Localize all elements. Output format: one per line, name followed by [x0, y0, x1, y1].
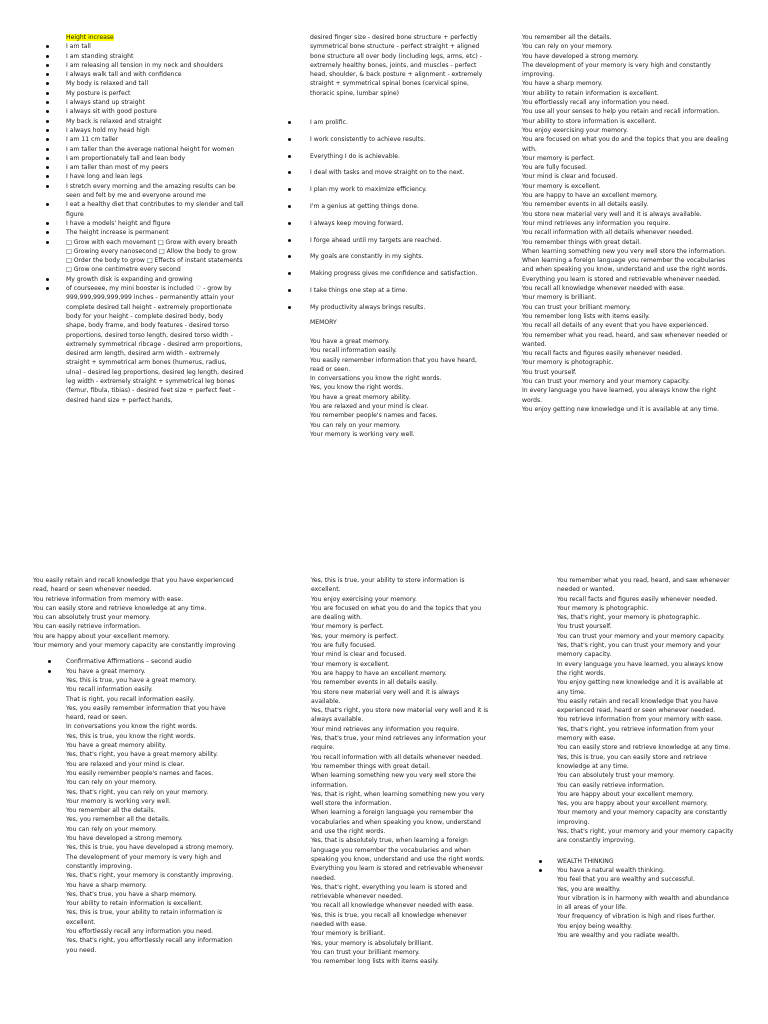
text-line: Your memory is working very well.	[310, 430, 415, 438]
list-item: You have a natural wealth thinking.	[557, 866, 735, 875]
text-line: Yes, that's right, you retrieve information from your memory with ease.	[557, 725, 714, 743]
text-line: When learning a foreign language you remember the vocabularies and when speaking you know, understand and use the right words.	[311, 809, 481, 836]
text-line: Yes, that's right, you can rely on your memory.	[66, 788, 209, 796]
text-line: You are fully focused.	[311, 642, 376, 650]
text-line: Yes, this is true, your ability to retain information is excellent.	[66, 909, 222, 926]
text-line: You are wealthy and you radiate wealth.	[557, 931, 680, 939]
text-line: You have a great memory ability.	[66, 742, 167, 750]
section-heading-height-increase	[66, 33, 244, 42]
text-line: You effortlessly recall any information you need.	[522, 99, 670, 107]
text-line: You remember what you read, heard, and saw whenever needed or wanted.	[557, 577, 730, 594]
text-line: You are focused on what you do and the topics that you are dealing with.	[311, 604, 482, 622]
text-line: You can trust your brilliant memory.	[522, 303, 631, 311]
list-item: My growth disk is expanding and growing	[66, 275, 244, 284]
text-line: In every language you have learned, you always know the right words.	[557, 660, 724, 677]
list-item: I take things one step at a time.	[310, 286, 488, 295]
text-line: Yes, that's right, you can trust your memory and your memory capacity.	[557, 642, 721, 659]
text-line: The development of your memory is very high and constantly improving.	[66, 853, 222, 870]
text-line: You enjoy getting new knowledge und it is available at any time.	[522, 405, 719, 413]
list-item: I am standing straight	[66, 52, 244, 61]
text-line: Yes, this is true, your ability to store information is excellent.	[311, 577, 465, 594]
text-line: You easily retain and recall knowledge that you have experienced read, heard or seen whenever needed.	[33, 577, 234, 594]
text-line: You recall all knowledge whenever needed with ease.	[311, 902, 474, 910]
text-line: Yes, your memory is perfect.	[311, 632, 399, 640]
page2-column-1	[33, 576, 243, 955]
text-line: Your memory and your memory capacity are constantly improving.	[557, 809, 728, 826]
text-line: You enjoy getting new knowledge and it is available at any time.	[557, 679, 724, 696]
text-line: You trust yourself.	[522, 368, 577, 376]
text-line: You have developed a strong memory.	[522, 52, 639, 60]
text-line: Yes, you remember all the details.	[66, 816, 170, 824]
text-line: Yes, that's right, you store new material very well and it is always available.	[311, 707, 489, 724]
list-item: I always keep moving forward.	[310, 219, 488, 228]
list-item: I always stand up straight	[66, 98, 244, 107]
memory-lines	[33, 576, 243, 650]
text-line: When learning something new you very well store the information.	[522, 247, 726, 255]
text-line: You have a great memory.	[310, 337, 390, 345]
text-line: Your ability to retain information is excellent.	[522, 89, 659, 97]
text-line: You can rely on your memory.	[310, 421, 401, 429]
text-line: Yes, that's right, your memory is photographic.	[557, 614, 701, 622]
text-line: You can easily store and retrieve knowledge at any time.	[33, 604, 207, 612]
list-item: I stretch every morning and the amazing results can be seen and felt by me and everyone around me	[66, 182, 244, 201]
text-line: Your memory is excellent.	[311, 660, 390, 668]
text-line: In every language you have learned, you always know the right words.	[522, 387, 717, 404]
text-line: Your vibration is in harmony with wealth and abundance in all areas of your life.	[557, 894, 729, 912]
text-line: The development of your memory is very high and constantly improving.	[522, 61, 711, 79]
text-line: You remember things with great detail.	[311, 762, 431, 770]
text-line: Yes, that is absolutely true, when learning a foreign language you remember the vocabularies and when speaking you know, understand and use the right words.	[311, 837, 485, 863]
text-line: You retrieve information from memory with ease.	[33, 595, 184, 603]
text-line: Your memory is working very well.	[66, 797, 171, 805]
bullet-list	[66, 42, 244, 405]
list-item: I am 11 cm taller	[66, 135, 244, 144]
list-item: I always walk tall and with confidence	[66, 70, 244, 79]
text-line: You store new material very well and it is always available.	[311, 688, 460, 705]
text-line: You recall facts and figures easily whenever needed.	[557, 595, 718, 603]
text-line: You are focused on what you do and the topics that you are dealing with.	[522, 136, 729, 153]
text-line: You are happy to have an excellent memory.	[522, 192, 658, 200]
text-line: You have developed a strong memory.	[66, 835, 183, 843]
text-line: Yes, that's true, you have a sharp memory.	[66, 890, 197, 898]
text-line: Yes, that's true, your mind retrieves any information your require.	[311, 735, 487, 752]
text-line: You enjoy exercising your memory.	[311, 595, 417, 603]
text-line: Yes, this is true, you know the right words.	[66, 732, 196, 740]
text-line: You recall facts and figures easily whenever needed.	[522, 350, 683, 358]
bullet-list	[310, 118, 488, 312]
page2-column-2	[311, 576, 489, 966]
list-item: I am tall	[66, 42, 244, 51]
text-line: Yes, that's right, your memory is constantly improving.	[66, 872, 234, 880]
text-line: You are relaxed and your mind is clear.	[66, 760, 185, 768]
text-line: You remember events in all details easily.	[311, 679, 438, 687]
text-line: Your mind retrieves any information you require.	[311, 725, 460, 733]
text-line: You recall information with all details whenever needed.	[522, 229, 694, 237]
text-line: Your memory is perfect.	[522, 154, 595, 162]
list-item: My productivity always brings results.	[310, 303, 488, 312]
text-line: You remember things with great detail.	[522, 238, 642, 246]
page1-column-1	[66, 33, 244, 405]
text-line: Yes, that's right, everything you learn is stored and retrievable whenever needed.	[311, 883, 467, 901]
text-line: Yes, that's right, you have a great memory ability.	[66, 751, 218, 759]
list-item: My goals are constantly in my sights.	[310, 252, 488, 261]
list-item: I am releasing all tension in my neck and shoulders	[66, 61, 244, 70]
list-item: I eat a healthy diet that contributes to my slender and tall figure	[66, 201, 244, 218]
text-line: Yes, that's right, your memory and your memory capacity are constantly improving.	[557, 828, 734, 845]
text-line: Your memory and your memory capacity are constantly improving	[33, 642, 236, 650]
text-line: You can easily retrieve information.	[557, 781, 665, 789]
text-line: Yes, you are wealthy.	[557, 885, 621, 893]
text-line: You can trust your memory and your memory capacity.	[522, 377, 690, 385]
list-item: I always sit with good posture	[66, 107, 244, 116]
text-line: You are happy to have an excellent memory.	[311, 669, 447, 677]
text-line: You can rely on your memory.	[66, 825, 157, 833]
text-line: In conversations you know the right words.	[310, 375, 442, 383]
list-item: I have a models' height and figure	[66, 219, 244, 228]
text-line: You recall all details of any event that you have experienced.	[522, 322, 709, 330]
text-line: You remember all the details.	[66, 807, 156, 815]
text-line: You enjoy exercising your memory.	[522, 126, 628, 134]
highlighted-heading: Height increase	[66, 34, 114, 41]
text-line: You are happy about your excellent memory.	[557, 790, 694, 798]
memory-lines	[522, 33, 735, 414]
memory-lines-continued	[33, 676, 243, 955]
text-line: Your ability to retain information is excellent.	[66, 900, 203, 908]
text-line: You easily remember people's names and faces.	[66, 769, 214, 777]
list-item: I always hold my head high	[66, 126, 244, 135]
page1-column-3	[522, 33, 735, 414]
list-item: My back is relaxed and straight	[66, 117, 244, 126]
list-item: You have a great memory.	[66, 667, 243, 676]
text-line: Your ability to store information is excellent.	[522, 117, 657, 125]
text-line: You remember all the details.	[522, 34, 612, 41]
text-line: You remember events in all details easily.	[522, 201, 649, 209]
text-line: Your memory is photographic.	[557, 604, 649, 612]
list-item: I'm a genius at getting things done.	[310, 202, 488, 211]
text-line: You remember what you read, heard, and saw whenever needed or wanted.	[522, 331, 728, 348]
text-line: You are relaxed and your mind is clear.	[310, 403, 429, 411]
text-line: You retrieve information from your memory with ease.	[557, 716, 723, 724]
text-line: You feel that you are wealthy and successful.	[557, 876, 695, 884]
list-item: I have long and lean legs	[66, 172, 244, 181]
text-line: You recall information easily.	[310, 347, 397, 355]
text-line: Yes, you easily remember information that you have heard, read or seen.	[66, 704, 226, 722]
list-item: I work consistently to achieve results.	[310, 135, 488, 144]
text-line: Yes, this is true, you have a great memory.	[66, 676, 197, 684]
text-line: Yes, your memory is absolutely brilliant.	[311, 939, 434, 947]
text-line: You can absolutely trust your memory.	[557, 772, 675, 780]
document-page-2	[0, 512, 768, 1024]
text-line: You are fully focused.	[522, 164, 587, 172]
list-item: The height increase is permanent	[66, 228, 244, 237]
text-line: You trust yourself.	[557, 623, 612, 631]
list-item: Everything I do is achievable.	[310, 152, 488, 161]
text-line: You recall all knowledge whenever needed with ease.	[522, 285, 685, 293]
text-line: You have a sharp memory.	[522, 80, 603, 88]
section-heading-memory: MEMORY	[310, 318, 337, 326]
text-line: You remember long lists with items easily.	[311, 958, 439, 966]
text-line: Yes, this is true, you have developed a strong memory.	[66, 844, 234, 852]
text-line: You are happy about your excellent memory.	[33, 632, 170, 640]
list-item: My posture is perfect	[66, 89, 244, 98]
text-line: Yes, that is right, when learning something new you very well store the information.	[311, 790, 485, 808]
text-line: Your mind is clear and focused.	[311, 651, 407, 659]
list-item: Confirmative Affirmations – second audio	[66, 657, 243, 666]
memory-lines	[310, 337, 488, 439]
list-item: I am taller than most of my peers	[66, 163, 244, 172]
memory-lines	[557, 576, 735, 846]
text-line: In conversations you know the right words.	[66, 723, 198, 731]
text-line: Your mind retrieves any information you require.	[522, 219, 671, 227]
list-item: □ Grow with each movement □ Grow with every breath □ Growing every nanosecond □ Allow the body to grow □ Order the body to grow □ Effects of instant statements □ Grow one centimetre every second	[66, 238, 243, 274]
bullet-list	[557, 857, 735, 876]
list-item: My body is relaxed and tall	[66, 79, 244, 88]
list-item: I am taller than the average national height for women	[66, 145, 244, 154]
text-line: You store new material very well and it is always available.	[522, 210, 702, 218]
text-line: Yes, you are happy about your excellent memory.	[557, 800, 708, 808]
wealth-lines	[557, 875, 735, 940]
text-line: When learning a foreign language you remember the vocabularies and when speaking you know, understand and use the right words.	[522, 257, 728, 274]
text-line: You have a great memory ability.	[310, 393, 411, 401]
text-line: You enjoy being wealthy.	[557, 922, 633, 930]
text-line: You remember people's names and faces.	[310, 412, 438, 420]
page2-column-3	[557, 576, 735, 940]
text-line: You easily remember information that you have heard, read or seen.	[310, 356, 477, 373]
text-line: Your memory is brilliant.	[522, 294, 597, 302]
text-line: You effortlessly recall any information you need.	[66, 927, 214, 935]
list-item: I forge ahead until my targets are reached.	[310, 236, 488, 245]
text-line: That is right, you recall information easily.	[66, 695, 195, 703]
text-line: Yes, that's right, you effortlessly recall any information you need.	[66, 937, 233, 954]
text-line: You can trust your memory and your memory capacity.	[557, 632, 725, 640]
text-line: You can trust your brilliant memory.	[311, 948, 420, 956]
text-line: Everything you learn is stored and retrievable whenever needed.	[522, 275, 721, 283]
text-line: Your memory is excellent.	[522, 182, 601, 190]
text-line: You use all your senses to help you retain and recall information.	[522, 108, 720, 116]
list-item: I plan my work to maximize efficiency.	[310, 185, 488, 194]
text-line: Your memory is perfect.	[311, 623, 384, 631]
text-line: You can absolutely trust your memory.	[33, 614, 151, 622]
text-line: You easily retain and recall knowledge that you have experienced read, heard or seen whenever needed.	[557, 697, 719, 715]
paragraph: desired finger size - desired bone structure + perfectly symmetrical bone structure - perfect straight + aligned bone structure all over body (including legs, arms, etc) - extremely healthy bones, joints, and muscles - perfect head, shoulder, & back posture + alignment - extremely straight + symmetrical spinal bones (cervical spine, thoracic spine, lumbar spine)	[310, 34, 483, 97]
list-item: Making progress gives me confidence and satisfaction.	[310, 269, 488, 278]
text-line: You have a sharp memory.	[66, 881, 147, 889]
text-line: You remember long lists with items easily.	[522, 312, 650, 320]
list-item: WEALTH THINKING	[557, 857, 735, 866]
text-line: Your memory is brilliant.	[311, 930, 386, 938]
text-line: Yes, you know the right words.	[310, 384, 404, 392]
text-line: Your memory is photographic.	[522, 359, 614, 367]
text-line: Your frequency of vibration is high and rises further.	[557, 913, 716, 921]
text-line: You can rely on your memory.	[66, 779, 157, 787]
list-item: I am proportionately tall and lean body	[66, 154, 244, 163]
text-line: When learning something new you very well store the information.	[311, 772, 476, 789]
text-line: You recall information with all details whenever needed.	[311, 753, 483, 761]
text-line: Everything you learn is stored and retrievable whenever needed.	[311, 865, 483, 882]
text-line: Yes, this is true, you can easily store and retrieve knowledge at any time.	[557, 753, 708, 770]
text-line: You recall information easily.	[66, 686, 153, 694]
text-line: You can easily retrieve information.	[33, 623, 141, 631]
bullet-list	[33, 657, 243, 676]
text-line: You can easily store and retrieve knowledge at any time.	[557, 744, 731, 752]
list-item: I deal with tasks and move straight on to the next.	[310, 168, 488, 177]
text-line: Your mind is clear and focused.	[522, 173, 618, 181]
text-line: You can rely on your memory.	[522, 43, 613, 51]
page1-column-2	[310, 33, 488, 439]
list-item: of courseeee, my mini booster is included ♡ - grow by 999,999,999,999,999 inches - permanently attain your complete desired tall height - extremely proportionate body for your height - complete desired body, body shape, body frame, and body features - desired torso proportions, desired torso length, desired torso width - extremely symmetrical ribcage - desired arm proportions, desired arm length, desired arm width - extremely straight + symmetrical arm bones (humerus, radius, ulna) - desired leg proportions, desired leg length, desired leg width - extremely straight + symmetrical leg bones (femur, fibula, tibias) - desired feet size + perfect feet - desired hand size + perfect hands,	[66, 285, 244, 404]
list-item: I am prolific.	[310, 118, 488, 127]
memory-lines	[311, 576, 489, 966]
text-line: Yes, this is true, you recall all knowledge whenever needed with ease.	[311, 911, 467, 928]
